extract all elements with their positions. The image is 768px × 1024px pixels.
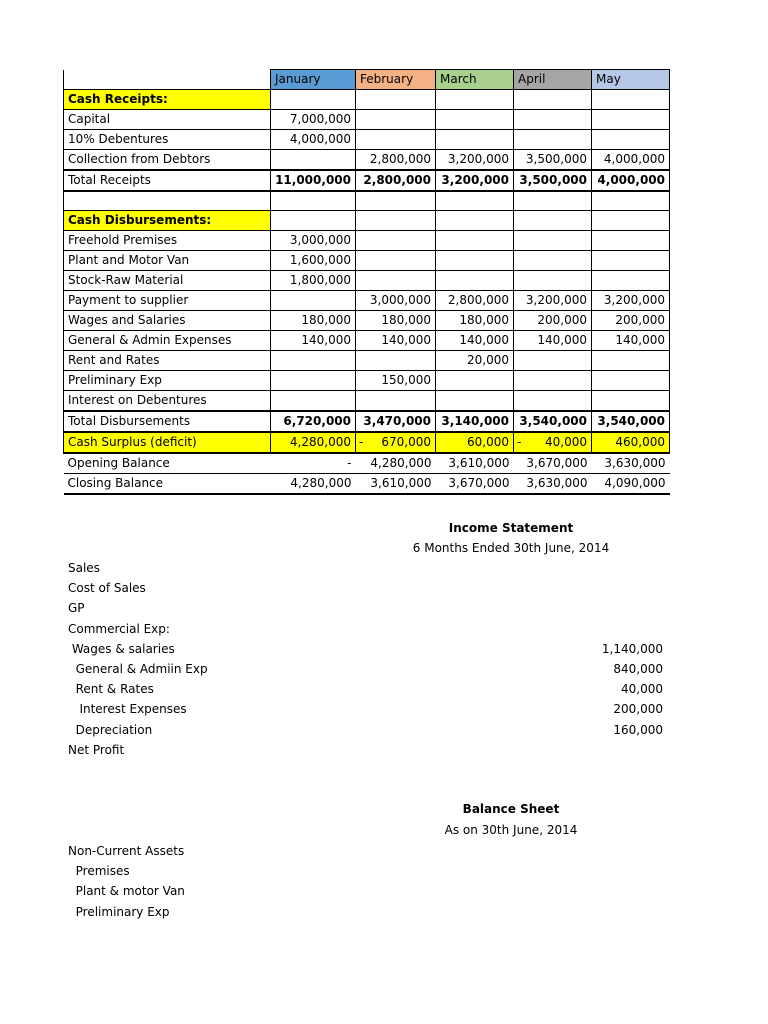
cash-surplus-label: Cash Surplus (deficit) <box>64 432 271 453</box>
row-value: 140,000 <box>356 330 436 350</box>
closing-balance-row <box>64 473 670 494</box>
row-value <box>356 230 436 250</box>
row-label: Payment to supplier <box>64 290 271 310</box>
row-label: Collection from Debtors <box>64 150 271 171</box>
opening-balance-row <box>64 453 670 474</box>
month-header-april: April <box>514 70 592 90</box>
row-label: General & Admin Expenses <box>64 330 271 350</box>
row-value <box>436 130 514 150</box>
closing-balance-label: Closing Balance <box>64 473 271 494</box>
row-value: 3,500,000 <box>514 150 592 171</box>
row-label: Stock-Raw Material <box>64 270 271 290</box>
row-value <box>514 230 592 250</box>
receipt-row <box>64 130 670 150</box>
disbursement-row <box>64 290 670 310</box>
header-blank <box>64 70 271 90</box>
row-value: 2,800,000 <box>356 170 436 191</box>
row-value <box>592 390 670 411</box>
disbursement-row <box>64 230 670 250</box>
row-value <box>514 250 592 270</box>
row-value <box>592 110 670 130</box>
row-value <box>514 390 592 411</box>
closing-balance-value: 3,630,000 <box>514 473 592 494</box>
row-value <box>271 210 356 230</box>
disbursements-heading-row <box>64 210 670 230</box>
row-value <box>436 250 514 270</box>
row-value <box>356 350 436 370</box>
surplus-value <box>436 432 514 453</box>
row-value: 140,000 <box>271 330 356 350</box>
row-value: 4,000,000 <box>271 130 356 150</box>
income-line-label: GP <box>68 601 85 615</box>
cash-budget-table <box>63 69 670 495</box>
closing-balance-value: 4,280,000 <box>271 473 356 494</box>
row-value <box>514 90 592 110</box>
disbursement-row <box>64 390 670 411</box>
income-line-label: General & Admiin Exp <box>68 662 208 676</box>
opening-balance-value: 3,630,000 <box>592 453 670 474</box>
row-value <box>356 250 436 270</box>
income-line-amount: 40,000 <box>621 682 663 696</box>
total-disbursements-row <box>64 411 670 432</box>
income-line-amount: 1,140,000 <box>601 642 663 656</box>
row-value <box>592 270 670 290</box>
row-value: 3,200,000 <box>436 150 514 171</box>
disbursement-row <box>64 350 670 370</box>
empty-cell <box>436 191 514 210</box>
row-value <box>592 250 670 270</box>
balance-sheet-title: Balance Sheet <box>462 802 560 816</box>
income-line-label: Net Profit <box>68 743 125 757</box>
income-line-label: Depreciation <box>68 723 153 737</box>
month-header-row <box>64 70 670 90</box>
surplus-value <box>356 432 436 453</box>
row-value: 3,000,000 <box>356 290 436 310</box>
surplus-amount: 40,000 <box>545 434 587 449</box>
row-value <box>514 270 592 290</box>
row-value <box>436 110 514 130</box>
surplus-amount: 4,280,000 <box>289 434 351 449</box>
row-value: 3,500,000 <box>514 170 592 191</box>
disbursement-row <box>64 270 670 290</box>
income-statement-subtitle: 6 Months Ended 30th June, 2014 <box>412 541 610 555</box>
opening-balance-value: 3,670,000 <box>514 453 592 474</box>
row-value: 2,800,000 <box>356 150 436 171</box>
receipt-row <box>64 110 670 130</box>
income-line-amount: 200,000 <box>613 702 663 716</box>
disbursement-row <box>64 310 670 330</box>
row-value <box>592 130 670 150</box>
row-value <box>592 90 670 110</box>
income-line-label: Cost of Sales <box>68 581 146 595</box>
row-value: 4,000,000 <box>592 170 670 191</box>
row-value <box>436 370 514 390</box>
row-value: 150,000 <box>356 370 436 390</box>
row-value: 3,200,000 <box>514 290 592 310</box>
row-value: 180,000 <box>436 310 514 330</box>
empty-cell <box>64 191 271 210</box>
empty-cell <box>514 191 592 210</box>
disbursement-row <box>64 330 670 350</box>
row-value <box>271 370 356 390</box>
row-label: Wages and Salaries <box>64 310 271 330</box>
row-value <box>356 130 436 150</box>
receipts-heading: Cash Receipts: <box>64 90 271 110</box>
income-line-label: Commercial Exp: <box>68 622 170 636</box>
empty-cell <box>592 191 670 210</box>
row-value: 6,720,000 <box>271 411 356 432</box>
balance-sheet-subtitle: As on 30th June, 2014 <box>444 823 578 837</box>
row-value <box>592 210 670 230</box>
row-value <box>592 350 670 370</box>
row-value <box>514 350 592 370</box>
opening-balance-value: 3,610,000 <box>436 453 514 474</box>
row-value <box>592 230 670 250</box>
month-header-february: February <box>356 70 436 90</box>
row-value: 1,600,000 <box>271 250 356 270</box>
row-value <box>514 110 592 130</box>
row-value <box>356 110 436 130</box>
negative-dash: - <box>359 434 364 449</box>
row-value <box>271 90 356 110</box>
row-value: 3,540,000 <box>514 411 592 432</box>
row-value: 3,000,000 <box>271 230 356 250</box>
income-line-label: Interest Expenses <box>68 702 187 716</box>
row-label: Capital <box>64 110 271 130</box>
surplus-value <box>271 432 356 453</box>
row-value <box>271 390 356 411</box>
surplus-amount: 60,000 <box>467 434 509 449</box>
row-value: 3,140,000 <box>436 411 514 432</box>
row-value <box>271 150 356 171</box>
row-value: 140,000 <box>514 330 592 350</box>
row-label: Interest on Debentures <box>64 390 271 411</box>
row-value <box>436 210 514 230</box>
row-value: 180,000 <box>271 310 356 330</box>
row-value: 200,000 <box>592 310 670 330</box>
receipts-heading-row <box>64 90 670 110</box>
row-value <box>356 210 436 230</box>
surplus-amount: 460,000 <box>615 434 665 449</box>
empty-cell <box>356 191 436 210</box>
month-header-may: May <box>592 70 670 90</box>
row-value <box>514 210 592 230</box>
row-label: 10% Debentures <box>64 130 271 150</box>
surplus-value <box>592 432 670 453</box>
receipt-row <box>64 150 670 171</box>
income-line-amount: 840,000 <box>613 662 663 676</box>
row-value: 3,540,000 <box>592 411 670 432</box>
balance-line-label: Preliminary Exp <box>68 905 170 919</box>
balance-line-label: Non-Current Assets <box>68 844 185 858</box>
row-value: 20,000 <box>436 350 514 370</box>
row-value: 140,000 <box>592 330 670 350</box>
row-value <box>356 90 436 110</box>
closing-balance-value: 3,610,000 <box>356 473 436 494</box>
opening-balance-value: - <box>271 453 356 474</box>
balance-line-label: Plant & motor Van <box>68 884 185 898</box>
row-value: 140,000 <box>436 330 514 350</box>
opening-balance-label: Opening Balance <box>64 453 271 474</box>
empty-cell <box>271 191 356 210</box>
row-value <box>514 370 592 390</box>
cash-surplus-row <box>64 432 670 453</box>
row-value: 3,200,000 <box>436 170 514 191</box>
row-value <box>356 390 436 411</box>
row-value <box>436 270 514 290</box>
month-header-january: January <box>271 70 356 90</box>
income-line-label: Rent & Rates <box>68 682 154 696</box>
row-value <box>436 90 514 110</box>
row-value: 3,200,000 <box>592 290 670 310</box>
row-label: Preliminary Exp <box>64 370 271 390</box>
total-disbursements-label: Total Disbursements <box>64 411 271 432</box>
row-value <box>436 390 514 411</box>
opening-balance-value: 4,280,000 <box>356 453 436 474</box>
income-statement-title: Income Statement <box>448 521 574 535</box>
row-value: 180,000 <box>356 310 436 330</box>
row-value <box>592 370 670 390</box>
row-label: Plant and Motor Van <box>64 250 271 270</box>
surplus-value <box>514 432 592 453</box>
spacer-row <box>64 191 670 210</box>
row-value: 4,000,000 <box>592 150 670 171</box>
disbursements-heading: Cash Disbursements: <box>64 210 271 230</box>
row-value <box>271 290 356 310</box>
total-receipts-row <box>64 170 670 191</box>
surplus-amount: 670,000 <box>381 434 431 449</box>
row-value: 2,800,000 <box>436 290 514 310</box>
row-value: 7,000,000 <box>271 110 356 130</box>
total-receipts-label: Total Receipts <box>64 170 271 191</box>
row-label: Freehold Premises <box>64 230 271 250</box>
row-value <box>514 130 592 150</box>
income-line-amount: 160,000 <box>613 723 663 737</box>
income-line-label: Wages & salaries <box>68 642 175 656</box>
disbursement-row <box>64 370 670 390</box>
closing-balance-value: 3,670,000 <box>436 473 514 494</box>
balance-line-label: Premises <box>68 864 130 878</box>
row-value: 1,800,000 <box>271 270 356 290</box>
row-value <box>436 230 514 250</box>
month-header-march: March <box>436 70 514 90</box>
row-value <box>356 270 436 290</box>
disbursement-row <box>64 250 670 270</box>
row-value: 200,000 <box>514 310 592 330</box>
closing-balance-value: 4,090,000 <box>592 473 670 494</box>
row-label: Rent and Rates <box>64 350 271 370</box>
negative-dash: - <box>517 434 522 449</box>
income-line-label: Sales <box>68 561 100 575</box>
row-value: 11,000,000 <box>271 170 356 191</box>
row-value: 3,470,000 <box>356 411 436 432</box>
row-value <box>271 350 356 370</box>
